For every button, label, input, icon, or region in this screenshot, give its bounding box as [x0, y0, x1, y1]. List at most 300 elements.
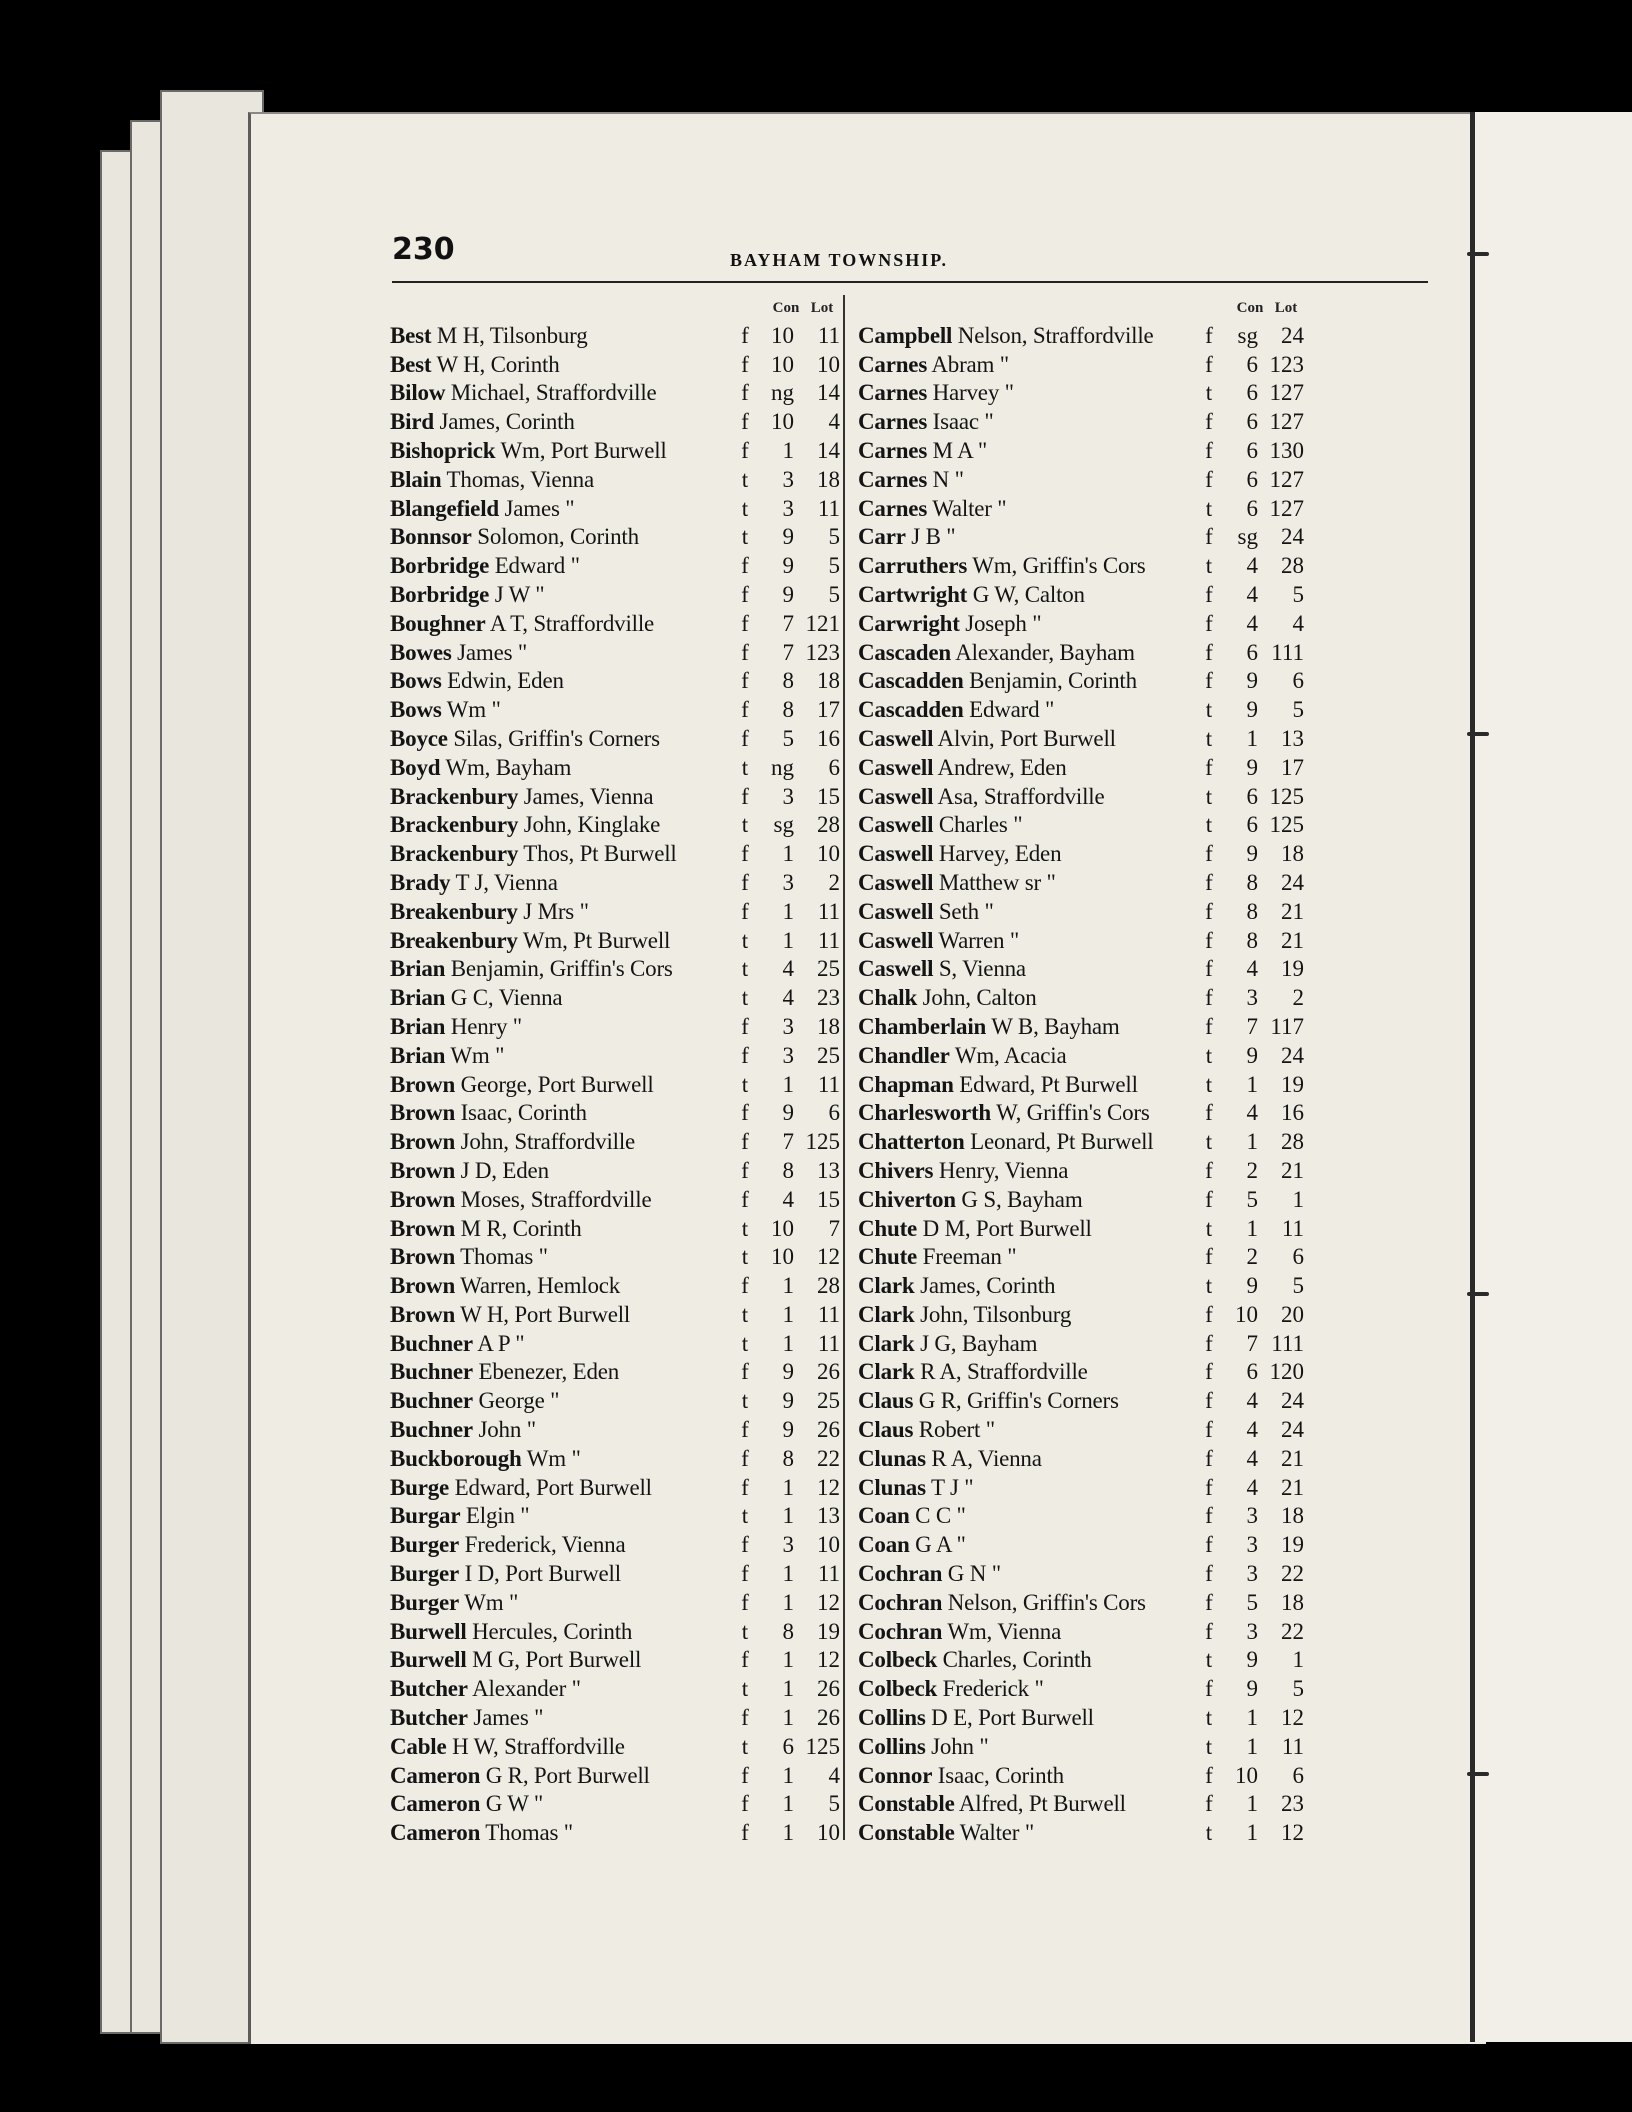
entry-details: T J ": [925, 1474, 974, 1500]
entry-name: [858, 611, 1196, 637]
entry-con: 7: [1246, 1330, 1258, 1356]
entry-name: [858, 697, 1196, 723]
entry-name: [390, 1791, 732, 1817]
lot-header: Lot: [1274, 300, 1298, 316]
entry-details: Leonard, Pt Burwell: [964, 1129, 1154, 1155]
entry-lot: 6: [1292, 668, 1304, 694]
page-number: 230: [392, 232, 455, 267]
entry-con: sg: [1237, 322, 1258, 348]
entry-tenure: t: [741, 812, 749, 838]
entry-tenure: f: [741, 437, 749, 463]
entry-tenure: t: [1205, 697, 1213, 723]
directory-entry: [858, 694, 1304, 723]
entry-lot: 16: [1281, 1100, 1304, 1126]
entry-surname: Carnes: [858, 351, 928, 377]
directory-entry: [858, 435, 1304, 464]
entry-lot: 12: [1281, 1820, 1304, 1846]
entry-con: 1: [782, 1705, 794, 1731]
directory-entry: [858, 896, 1304, 925]
entry-name: [390, 812, 732, 838]
entry-details: G R, Griffin's Corners: [913, 1388, 1119, 1414]
entry-lot: 14: [817, 437, 840, 463]
entry-details: John, Tilsonburg: [914, 1301, 1072, 1327]
entry-name: [390, 668, 732, 694]
entry-details: Isaac, Corinth: [932, 1762, 1064, 1788]
entry-surname: Clark: [858, 1359, 915, 1385]
directory-entry: [858, 1126, 1304, 1155]
entry-tenure: t: [741, 1503, 749, 1529]
entry-tenure: f: [741, 1157, 749, 1183]
entry-tenure: f: [1205, 1330, 1213, 1356]
entry-lot: 24: [1281, 1417, 1304, 1443]
entry-name: [858, 553, 1196, 579]
entry-details: Wm ": [521, 1445, 581, 1471]
entry-surname: Chivers: [858, 1157, 934, 1183]
entry-name: [390, 1072, 732, 1098]
entry-details: John, Calton: [917, 985, 1037, 1011]
entry-tenure: f: [741, 783, 749, 809]
entry-details: J W ": [489, 581, 545, 607]
entry-name: [390, 323, 732, 349]
directory-entry: [390, 493, 840, 522]
entry-tenure: f: [1205, 1676, 1213, 1702]
entry-name: [858, 1187, 1196, 1213]
directory-entry: [858, 1529, 1304, 1558]
entry-con: 1: [782, 1762, 794, 1788]
entry-con: 3: [1246, 985, 1258, 1011]
entry-con: 10: [771, 409, 794, 435]
entry-surname: Boyce: [390, 725, 448, 751]
entry-con: 7: [782, 1129, 794, 1155]
entry-name: [390, 1417, 732, 1443]
entry-name: [858, 899, 1196, 925]
entry-name: [858, 352, 1196, 378]
entry-lot: 6: [828, 1100, 840, 1126]
entry-surname: Clark: [858, 1330, 915, 1356]
entry-details: Harvey, Eden: [933, 841, 1062, 867]
entry-lot: 127: [1269, 495, 1304, 521]
entry-con: 4: [1246, 1445, 1258, 1471]
entry-surname: Borbridge: [390, 553, 490, 579]
entry-tenure: f: [1205, 1388, 1213, 1414]
entry-details: Thomas ": [455, 1244, 548, 1270]
entry-name: [858, 380, 1196, 406]
entry-con: 3: [782, 466, 794, 492]
entry-lot: 18: [1281, 1503, 1304, 1529]
entry-surname: Buchner: [390, 1417, 473, 1443]
entry-name: [858, 1072, 1196, 1098]
entry-tenure: t: [1205, 1820, 1213, 1846]
entry-lot: 12: [817, 1244, 840, 1270]
entry-lot: 21: [1281, 927, 1304, 953]
entry-lot: 15: [817, 783, 840, 809]
entry-details: Henry ": [445, 1013, 523, 1039]
entry-details: Edward ": [489, 553, 580, 579]
entry-tenure: f: [741, 1013, 749, 1039]
entry-tenure: f: [1205, 668, 1213, 694]
entry-surname: Claus: [858, 1417, 914, 1443]
entry-tenure: f: [1205, 1157, 1213, 1183]
entry-con: 1: [1246, 1791, 1258, 1817]
entry-name: [858, 1014, 1196, 1040]
entry-name: [390, 1446, 732, 1472]
entry-con: 9: [782, 553, 794, 579]
entry-lot: 11: [817, 1330, 840, 1356]
entry-tenure: t: [1205, 553, 1213, 579]
directory-entry: [858, 464, 1304, 493]
entry-con: 3: [1246, 1561, 1258, 1587]
entry-tenure: f: [1205, 524, 1213, 550]
entry-surname: Burwell: [390, 1647, 467, 1673]
entry-tenure: f: [741, 725, 749, 751]
directory-entry: [858, 493, 1304, 522]
entry-tenure: f: [741, 1647, 749, 1673]
directory-entry: [390, 579, 840, 608]
directory-entry: [858, 320, 1304, 349]
entry-con: 4: [1246, 1388, 1258, 1414]
entry-lot: 125: [805, 1129, 840, 1155]
entry-con: 4: [782, 956, 794, 982]
entry-lot: 24: [1281, 524, 1304, 550]
entry-lot: 13: [817, 1503, 840, 1529]
entry-details: W H, Port Burwell: [455, 1301, 631, 1327]
entry-con: 3: [782, 1013, 794, 1039]
entry-tenure: f: [1205, 1589, 1213, 1615]
entry-name: [858, 1331, 1196, 1357]
entry-lot: 120: [1269, 1359, 1304, 1385]
entry-lot: 5: [1292, 1676, 1304, 1702]
entry-surname: Best: [390, 351, 432, 377]
entry-details: Frederick ": [937, 1676, 1044, 1702]
entry-lot: 19: [1281, 1532, 1304, 1558]
entry-con: 6: [1246, 639, 1258, 665]
directory-entry: [390, 1184, 840, 1213]
entry-lot: 18: [817, 466, 840, 492]
directory-entry: [390, 1789, 840, 1818]
entry-tenure: f: [1205, 1100, 1213, 1126]
entry-con: 6: [1246, 1359, 1258, 1385]
entry-surname: Butcher: [390, 1705, 468, 1731]
entry-lot: 28: [1281, 1129, 1304, 1155]
entry-name: [390, 1187, 732, 1213]
entry-name: [858, 496, 1196, 522]
entry-lot: 12: [1281, 1705, 1304, 1731]
entry-name: [858, 1791, 1196, 1817]
entry-surname: Blangefield: [390, 495, 499, 521]
entry-surname: Bilow: [390, 380, 446, 406]
con-header: Con: [772, 300, 800, 316]
entry-name: [390, 352, 732, 378]
entry-surname: Brown: [390, 1071, 456, 1097]
entry-con: 9: [1246, 1273, 1258, 1299]
entry-con: 7: [782, 610, 794, 636]
entry-lot: 11: [817, 495, 840, 521]
entry-list: [858, 320, 1304, 1846]
directory-entry: [858, 1213, 1304, 1242]
entry-surname: Buckborough: [390, 1445, 522, 1471]
entry-con: 3: [1246, 1618, 1258, 1644]
entry-con: 1: [782, 1273, 794, 1299]
entry-tenure: f: [741, 1820, 749, 1846]
entry-con: 1: [782, 1589, 794, 1615]
entry-lot: 22: [817, 1445, 840, 1471]
entry-lot: 2: [828, 869, 840, 895]
entry-details: W H, Corinth: [431, 351, 560, 377]
entry-name: [858, 870, 1196, 896]
entry-surname: Constable: [858, 1820, 955, 1846]
entry-con: 1: [1246, 1129, 1258, 1155]
directory-entry: [390, 1242, 840, 1271]
entry-con: 6: [1246, 812, 1258, 838]
entry-tenure: t: [1205, 1273, 1213, 1299]
entry-name: [390, 409, 732, 435]
entry-surname: Cameron: [390, 1762, 481, 1788]
entry-surname: Caswell: [858, 812, 934, 838]
directory-entry: [858, 1155, 1304, 1184]
entry-name: [858, 812, 1196, 838]
entry-name: [390, 726, 732, 752]
entry-name: [390, 380, 732, 406]
entry-con: 1: [1246, 1733, 1258, 1759]
entry-tenure: t: [1205, 783, 1213, 809]
entry-tenure: f: [1205, 985, 1213, 1011]
entry-name: [390, 640, 732, 666]
directory-entry: [858, 550, 1304, 579]
entry-surname: Cochran: [858, 1561, 943, 1587]
entry-details: M H, Tilsonburg: [431, 322, 588, 348]
entry-name: [390, 1129, 732, 1155]
entry-con: 1: [782, 1791, 794, 1817]
entry-tenure: t: [1205, 1705, 1213, 1731]
entry-con: 6: [1246, 437, 1258, 463]
entry-con: 5: [1246, 1186, 1258, 1212]
entry-details: Isaac ": [927, 409, 994, 435]
entry-name: [858, 1100, 1196, 1126]
entry-details: Hercules, Corinth: [466, 1618, 633, 1644]
directory-entry: [858, 982, 1304, 1011]
entry-tenure: f: [741, 697, 749, 723]
entry-lot: 4: [1292, 610, 1304, 636]
entry-name: [858, 1388, 1196, 1414]
entry-lot: 12: [817, 1589, 840, 1615]
directory-entry: [858, 1472, 1304, 1501]
directory-entry: [390, 810, 840, 839]
entry-name: [858, 1705, 1196, 1731]
entry-surname: Brackenbury: [390, 841, 519, 867]
entry-con: 5: [782, 725, 794, 751]
entry-details: Alvin, Port Burwell: [933, 725, 1116, 751]
entry-details: J D, Eden: [455, 1157, 549, 1183]
entry-surname: Chiverton: [858, 1186, 956, 1212]
entry-con: 8: [782, 1618, 794, 1644]
entry-surname: Clunas: [858, 1445, 926, 1471]
entry-con: 10: [771, 351, 794, 377]
entry-details: Wm, Bayham: [440, 754, 572, 780]
entry-con: 8: [782, 1445, 794, 1471]
entry-lot: 11: [1281, 1733, 1304, 1759]
entry-surname: Brown: [390, 1273, 456, 1299]
entry-name: [858, 323, 1196, 349]
entry-con: 6: [1246, 495, 1258, 521]
directory-entry: [858, 1817, 1304, 1846]
entry-con: 1: [782, 1676, 794, 1702]
entry-tenure: t: [741, 927, 749, 953]
directory-entry: [390, 1011, 840, 1040]
entry-con: 8: [1246, 869, 1258, 895]
entry-details: Asa, Straffordville: [933, 783, 1105, 809]
directory-entry: [390, 1645, 840, 1674]
entry-details: James, Vienna: [518, 783, 654, 809]
entry-lot: 11: [817, 1301, 840, 1327]
entry-lot: 10: [817, 351, 840, 377]
entry-name: [390, 841, 732, 867]
entry-name: [390, 1503, 732, 1529]
entry-surname: Constable: [858, 1791, 955, 1817]
entry-con: 1: [1246, 1071, 1258, 1097]
entry-details: N ": [927, 466, 964, 492]
entry-con: 1: [782, 1561, 794, 1587]
entry-con: 9: [1246, 754, 1258, 780]
entry-tenure: t: [1205, 380, 1213, 406]
entry-details: Joseph ": [959, 610, 1042, 636]
directory-entry: [390, 435, 840, 464]
entry-details: Matthew sr ": [933, 869, 1056, 895]
entry-con: 6: [1246, 351, 1258, 377]
entry-surname: Bows: [390, 697, 442, 723]
entry-name: [390, 1763, 732, 1789]
entry-con: 1: [1246, 1215, 1258, 1241]
entry-surname: Chalk: [858, 985, 918, 1011]
entry-con: sg: [773, 812, 794, 838]
entry-surname: Cameron: [390, 1791, 481, 1817]
entry-details: Edward ": [963, 697, 1055, 723]
entry-details: M G, Port Burwell: [466, 1647, 642, 1673]
directory-entry: [858, 608, 1304, 637]
directory-entry: [390, 637, 840, 666]
directory-entry: [390, 1501, 840, 1530]
entry-name: [858, 755, 1196, 781]
entry-lot: 5: [828, 581, 840, 607]
entry-lot: 12: [817, 1474, 840, 1500]
entry-lot: 28: [817, 812, 840, 838]
directory-entry: [858, 1299, 1304, 1328]
entry-surname: Caswell: [858, 927, 934, 953]
entry-name: [390, 1820, 732, 1846]
entry-lot: 15: [817, 1186, 840, 1212]
directory-entry: [390, 378, 840, 407]
entry-surname: Charlesworth: [858, 1100, 992, 1126]
binding-stitch: [1467, 732, 1489, 736]
entry-details: John, Kinglake: [518, 812, 661, 838]
directory-entry: [858, 1040, 1304, 1069]
entry-lot: 10: [817, 841, 840, 867]
entry-surname: Breakenbury: [390, 927, 518, 953]
entry-name: [858, 668, 1196, 694]
entry-details: Alexander ": [467, 1676, 581, 1702]
entry-details: James, Corinth: [433, 409, 575, 435]
entry-name: [390, 928, 732, 954]
binding-stitch: [1467, 1772, 1489, 1776]
entry-details: Walter ": [927, 495, 1007, 521]
entry-tenure: t: [741, 1071, 749, 1097]
entry-lot: 11: [817, 1071, 840, 1097]
entry-surname: Connor: [858, 1762, 933, 1788]
entry-tenure: f: [741, 1589, 749, 1615]
entry-tenure: t: [1205, 1042, 1213, 1068]
entry-name: [858, 467, 1196, 493]
entry-name: [858, 1273, 1196, 1299]
entry-tenure: t: [741, 466, 749, 492]
entry-details: John ": [925, 1733, 989, 1759]
entry-con: 1: [782, 1330, 794, 1356]
entry-tenure: f: [741, 1186, 749, 1212]
entry-con: 9: [782, 581, 794, 607]
directory-entry: [858, 1357, 1304, 1386]
facing-page: [1470, 112, 1632, 2042]
directory-entry: [858, 1616, 1304, 1645]
entry-details: J G, Bayham: [914, 1330, 1038, 1356]
entry-surname: Burge: [390, 1474, 450, 1500]
entry-details: G C, Vienna: [445, 985, 563, 1011]
entry-name: [390, 611, 732, 637]
entry-lot: 18: [1281, 841, 1304, 867]
entry-details: Wm ": [441, 697, 501, 723]
entry-con: 8: [782, 697, 794, 723]
entry-details: S, Vienna: [933, 956, 1026, 982]
entry-tenure: f: [741, 1100, 749, 1126]
entry-surname: Carnes: [858, 380, 928, 406]
entry-tenure: t: [741, 1733, 749, 1759]
entry-name: [390, 1734, 732, 1760]
header-rule: [392, 281, 1428, 283]
entry-tenure: f: [1205, 898, 1213, 924]
directory-entry: [858, 1328, 1304, 1357]
entry-lot: 127: [1269, 380, 1304, 406]
entry-name: [858, 640, 1196, 666]
entry-name: [858, 1619, 1196, 1645]
entry-name: [390, 755, 732, 781]
entry-name: [858, 1734, 1196, 1760]
entry-tenure: f: [741, 1474, 749, 1500]
lot-header: Lot: [810, 300, 834, 316]
entry-surname: Carruthers: [858, 553, 968, 579]
entry-surname: Bonnsor: [390, 524, 472, 550]
entry-con: 9: [782, 524, 794, 550]
entry-con: 9: [782, 1388, 794, 1414]
entry-surname: Best: [390, 322, 432, 348]
entry-lot: 11: [817, 927, 840, 953]
entry-tenure: f: [1205, 581, 1213, 607]
entry-con: 4: [1246, 610, 1258, 636]
entry-details: Benjamin, Griffin's Cors: [445, 956, 673, 982]
directory-entry: [390, 522, 840, 551]
entry-con: 7: [1246, 1013, 1258, 1039]
entry-surname: Borbridge: [390, 581, 490, 607]
entry-surname: Carnes: [858, 466, 928, 492]
directory-entry: [858, 1645, 1304, 1674]
entry-tenure: f: [741, 322, 749, 348]
entry-lot: 24: [1281, 1042, 1304, 1068]
directory-entry: [858, 406, 1304, 435]
entry-lot: 13: [817, 1157, 840, 1183]
directory-entry: [390, 1126, 840, 1155]
entry-con: 1: [782, 437, 794, 463]
entry-lot: 5: [828, 553, 840, 579]
entry-lot: 4: [828, 409, 840, 435]
directory-entry: [390, 1558, 840, 1587]
entry-con: 3: [782, 1042, 794, 1068]
entry-tenure: t: [741, 1330, 749, 1356]
